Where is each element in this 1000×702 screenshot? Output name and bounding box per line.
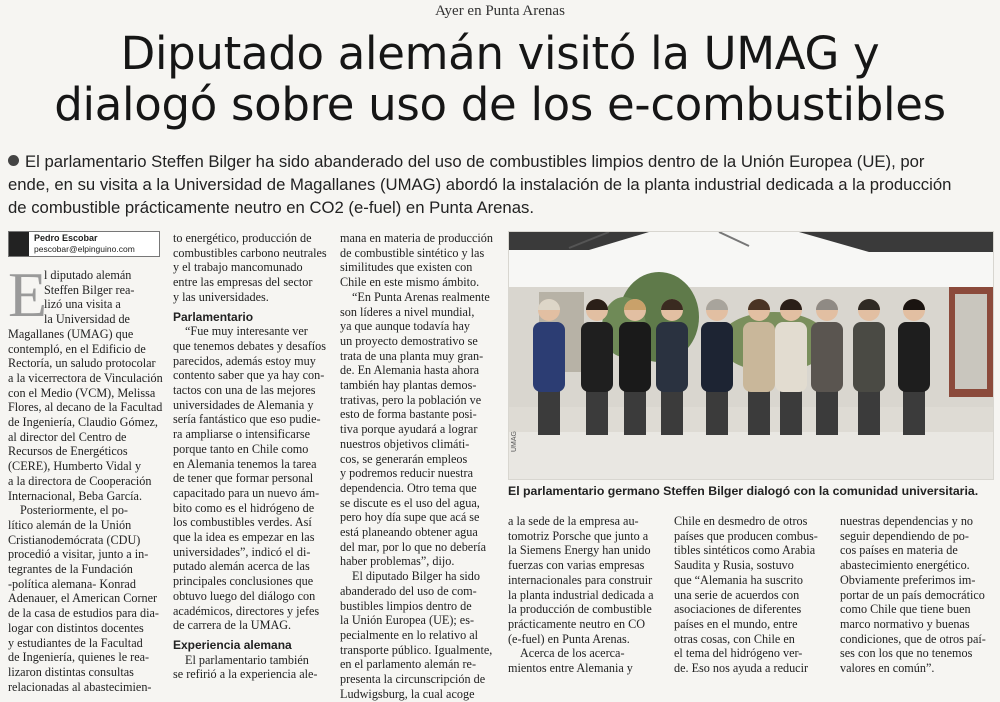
person-legs [816, 387, 838, 435]
text-line: sería fantástico que eso pudie- [173, 412, 321, 427]
text-line: universidades de Alemania y [173, 397, 314, 412]
text-line: y las universidades. [173, 289, 269, 304]
text-line: como Chile que tiene buen [840, 602, 971, 617]
text-line: la producción de combustible [508, 602, 652, 617]
text-line: países que producen combus- [674, 528, 818, 543]
text-line: la Universidad de [44, 312, 130, 327]
text-line: también hay plantas demos- [340, 378, 477, 393]
text-line: tomotriz Porsche que junto a [508, 528, 649, 543]
text-line: y estudiantes de la Facultad [8, 635, 143, 650]
text-line: de combustible sintético y las [340, 245, 485, 260]
text-line: lítico alemán de la Unión [8, 517, 132, 532]
text-line: contempló, en el Edificio de [8, 341, 146, 356]
text-line: trata de una planta muy gran- [340, 348, 484, 363]
text-line: Chile en desmedro de otros [674, 514, 808, 528]
text-line: cos países en materia de [840, 543, 958, 558]
person-figure [656, 322, 688, 392]
text-line: en Alemania tenemos la tarea [173, 456, 317, 471]
text-line: “En Punta Arenas realmente [352, 289, 490, 304]
person-legs [706, 387, 728, 435]
text-line: Chile en este mismo ámbito. [340, 275, 480, 290]
text-line: son líderes a nivel mundial, [340, 304, 475, 319]
text-line: obtuvo luego del diálogo con [173, 588, 316, 603]
text-line: Acerca de los acerca- [520, 646, 625, 661]
text-line: -política alemana- Konrad [8, 576, 136, 591]
text-line: abanderado del uso de com- [340, 583, 477, 598]
text-line: y el trabajo mancomunado [173, 260, 303, 275]
text-line: nuestros objetivos climáti- [340, 436, 470, 451]
text-line: entre las empresas del sector [173, 275, 313, 290]
text-line: que “Alemania ha suscrito [674, 572, 803, 587]
article-column-5 [674, 514, 826, 676]
text-line: de carrera de la UMAG. [173, 618, 292, 633]
person-figure [743, 322, 775, 392]
text-line: con el Medio (VCM), Melissa [8, 385, 156, 400]
lede-text: El parlamentario Steffen Bilger ha sido abanderado del uso de combustibles limpios dentro de la Unión Europea (UE), por [25, 152, 925, 171]
drop-cap: E [8, 259, 48, 330]
text-line: la Siemens Energy han unido [508, 543, 651, 558]
text-line: ses con los que no tenemos [840, 646, 973, 661]
person-legs [903, 387, 925, 435]
text-line: contento saber que ya hay con- [173, 368, 325, 383]
text-line: “Fue muy interesante ver [185, 324, 308, 339]
text-line: Flores, al decano de la Facultad [8, 400, 163, 415]
text-line: que la idea es empezar en las [173, 530, 315, 545]
text-line: El diputado Bilger ha sido [352, 569, 480, 584]
text-line: Adenauer, el American Corner [8, 591, 158, 606]
text-line: otras cosas, con Chile en [674, 631, 795, 646]
text-line: ra ampliarse o intensificarse [173, 427, 311, 442]
text-line: similitudes que existen con [340, 260, 473, 275]
text-line: del mar, por lo que no debería [340, 539, 487, 554]
section-label: Ayer en Punta Arenas [435, 3, 565, 19]
text-line: los combustibles verdes. Así [173, 515, 312, 530]
text-line: dependencia. Otro tema que [340, 480, 477, 495]
text-line: tibles sintéticos como Arabia [674, 543, 816, 558]
text-line: Internacional, Beba García. [8, 488, 142, 503]
text-line: (e-fuel) en Punta Arenas. [508, 631, 630, 646]
person-legs [780, 387, 802, 435]
text-line: procedió a visitar, junto a in- [8, 547, 149, 562]
text-line: a la directora de Cooperación [8, 473, 152, 488]
author-email: pescobar@elpinguino.com [34, 244, 135, 254]
subheading: Experiencia alemana [173, 637, 292, 652]
text-line: logar con distintos docentes [8, 620, 144, 635]
text-line: esto de forma bastante posi- [340, 407, 477, 422]
author-name: Pedro Escobar [34, 233, 98, 243]
text-line: universidades”, indicó el di- [173, 544, 311, 559]
text-line: l diputado alemán [44, 268, 132, 282]
lede-line: de combustible prácticamente neutro en CO2 (e-fuel) en Punta Arenas. [8, 198, 534, 217]
text-line: asociaciones de diferentes [674, 602, 802, 617]
text-line: de. En Alemania hasta ahora [340, 363, 480, 378]
person-legs [858, 387, 880, 435]
text-line: Recursos de Energéticos [8, 444, 128, 459]
person-figure [853, 322, 885, 392]
text-line: portar de un país democrático [840, 587, 985, 602]
headline-line: dialogó sobre uso de los e-combustibles [54, 78, 946, 131]
text-line: Saudita y Rusia, sostuvo [674, 558, 794, 573]
text-line: valores en común”. [840, 661, 935, 676]
person-figure [581, 322, 613, 392]
text-line: El parlamentario también [185, 652, 309, 667]
text-line: internacionales para construir [508, 572, 653, 587]
text-line: está planeando obtener agua [340, 525, 478, 540]
text-line: que tenemos debates y desafíos [173, 338, 326, 353]
text-line: prácticamente neutro en CO [508, 616, 646, 631]
text-line: abastecimiento energético. [840, 558, 970, 573]
text-line: condiciones, que de otros paí- [840, 631, 986, 646]
article-column-1 [8, 259, 163, 694]
person-figure [533, 322, 565, 392]
text-line: parecidos, además estoy muy [173, 353, 316, 368]
text-line: transporte público. Igualmente, [340, 642, 493, 657]
text-line: (CERE), Humberto Vidal y [8, 459, 142, 474]
text-line: de. Eso nos ayuda a reducir [674, 661, 809, 676]
person-legs [538, 387, 560, 435]
text-line: se refirió a la experiencia ale- [173, 667, 318, 682]
text-line: relacionadas al abastecimien- [8, 679, 152, 694]
text-line: un proyecto demostrativo se [340, 333, 478, 348]
text-line: pecialmente en lo relativo al [340, 627, 479, 642]
text-line: de Ingeniería, Claudio Gómez, [8, 415, 158, 430]
person-legs [586, 387, 608, 435]
text-line: Cristianodemócrata (CDU) [8, 532, 141, 547]
text-line: lizó una visita a [44, 297, 121, 312]
person-figure [775, 322, 807, 392]
text-line: bito como es el hidrógeno de [173, 500, 315, 515]
text-line: nuestras dependencias y no [840, 514, 974, 528]
text-line: ya que aunque todavía hay [340, 319, 470, 334]
person-figure [619, 322, 651, 392]
article-column-3 [340, 231, 492, 702]
text-line: seguir dependiendo de po- [840, 528, 969, 543]
text-line: pero hoy día supe que acá se [340, 510, 480, 525]
text-line: de la casa de estudios para dia- [8, 606, 159, 621]
person-figure [811, 322, 843, 392]
text-line: tiva porque ayudará a lograr [340, 422, 478, 437]
text-line: de tener que formar personal [173, 471, 314, 486]
article-column-6 [840, 514, 992, 676]
photo-credit: UMAG [511, 431, 518, 452]
text-line: Steffen Bilger rea- [44, 282, 135, 297]
headline [20, 28, 980, 130]
lede-line: ende, en su visita a la Universidad de Magallanes (UMAG) abordó la instalación de la planta industrial dedicada a la producción [8, 175, 952, 194]
text-line: tegrantes de la Fundación [8, 562, 133, 577]
text-line: porque tanto en Chile como [173, 441, 309, 456]
news-photo [508, 231, 994, 480]
text-line: el tema del hidrógeno ver- [674, 646, 803, 661]
person-legs [748, 387, 770, 435]
text-line: de Ingeniería, quienes le rea- [8, 650, 150, 665]
text-line: al director del Centro de [8, 429, 127, 444]
text-line: académicos, directores y jefes [173, 603, 320, 618]
text-line: países en el mundo, entre [674, 616, 798, 631]
headline-line: Diputado alemán visitó la UMAG y [120, 27, 880, 80]
article-column-2 [173, 231, 325, 682]
article-column-4 [508, 514, 660, 676]
text-line: capacitado para un nuevo ám- [173, 485, 320, 500]
subheading: Parlamentario [173, 309, 254, 324]
text-line: cos, se generarán empleos [340, 451, 468, 466]
lede [8, 150, 992, 219]
text-line: a la vicerrectora de Vinculación [8, 370, 163, 385]
photo-caption: El parlamentario germano Steffen Bilger dialogó con la comunidad universitaria. [508, 484, 979, 498]
group-photo-image [509, 232, 993, 479]
text-line: Obviamente preferimos im- [840, 572, 976, 587]
text-line: Rectoría, un saludo protocolar [8, 356, 156, 371]
text-line: combustibles carbono neutrales [173, 245, 327, 260]
text-line: to energético, producción de [173, 231, 312, 245]
text-line: Magallanes (UMAG) que [8, 326, 134, 341]
person-figure [701, 322, 733, 392]
text-line: presenta la circunscripción de [340, 672, 486, 687]
lede-line [8, 150, 992, 173]
text-line: Ludwigsburg, la cual acoge [340, 686, 475, 701]
text-line: Posteriormente, el po- [20, 503, 128, 518]
text-line: marco normativo y buenas [840, 616, 970, 631]
text-line: mana en materia de producción [340, 231, 493, 245]
text-line: y podremos reducir nuestra [340, 466, 474, 481]
text-line: tactos con una de las mejores [173, 383, 316, 398]
text-line: se discute es el uso del agua, [340, 495, 480, 510]
text-line: en el parlamento alemán re- [340, 657, 477, 672]
person-legs [624, 387, 646, 435]
text-line: una serie de acuerdos con [674, 587, 800, 602]
text-line: trativas, pero la población ve [340, 392, 482, 407]
text-line: a la sede de la empresa au- [508, 514, 639, 528]
text-line: mientos entre Alemania y [508, 661, 633, 676]
text-line: bustibles limpios dentro de [340, 598, 472, 613]
person-figure [898, 322, 930, 392]
text-line: haber problemas”, dijo. [340, 554, 455, 569]
text-line: principales conclusiones que [173, 574, 314, 589]
author-bar [9, 232, 29, 256]
text-line: fuerzas con varias empresas [508, 558, 645, 573]
text-line: lizaron distintas consultas [8, 664, 134, 679]
text-line: la planta industrial dedicada a [508, 587, 654, 602]
text-line: putado alemán acerca de las [173, 559, 310, 574]
author-box [8, 231, 160, 257]
bullet-icon [8, 155, 19, 166]
text-line: la Unión Europea (UE); es- [340, 613, 475, 628]
person-legs [661, 387, 683, 435]
